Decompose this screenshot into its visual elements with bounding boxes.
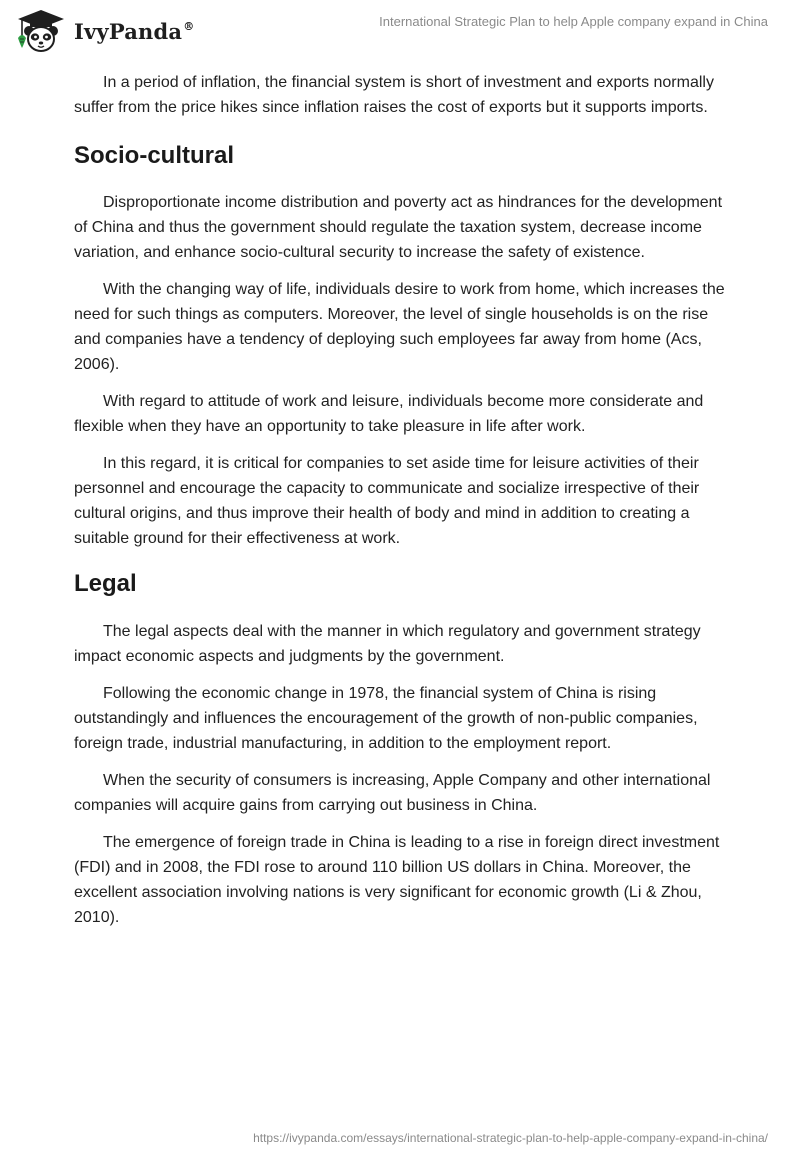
paragraph: With regard to attitude of work and leisure, individuals become more considerate and flexible when they have an opportunity to take pleasure in life after work. bbox=[74, 393, 704, 435]
page-header bbox=[0, 0, 800, 60]
intro-paragraph: In a period of inflation, the financial system is short of investment and exports normally suffer from the price hikes since inflation raises the cost of exports but it supports imports. bbox=[74, 74, 714, 116]
paragraph: The legal aspects deal with the manner in which regulatory and government strategy impact economic aspects and judgments by the government. bbox=[74, 623, 701, 665]
document-title: International Strategic Plan to help Apple company expand in China bbox=[379, 14, 768, 29]
paragraph: In this regard, it is critical for companies to set aside time for leisure activities of their personnel and encourage the capacity to communicate and socialize irrespective of their cultural origins, and thus improve their health of body and mind in addition to creating a suitable ground for their effectiveness at work. bbox=[74, 455, 700, 547]
ivypanda-logo[interactable] bbox=[14, 8, 194, 54]
registered-mark: ® bbox=[183, 19, 195, 33]
paragraph: The emergence of foreign trade in China is leading to a rise in foreign direct investment (FDI) and in 2008, the FDI rose to around 110 billion US dollars in China. Moreover, the excellent association involving nations is very significant for economic growth (Li & Zhou, 2010). bbox=[74, 834, 720, 926]
panda-graduate-icon bbox=[14, 8, 68, 54]
source-url-link[interactable]: https://ivypanda.com/essays/international-strategic-plan-to-help-apple-company-expand-in-china/ bbox=[253, 1131, 768, 1145]
brand-name: IvyPanda® bbox=[74, 18, 195, 44]
paragraph: Disproportionate income distribution and poverty act as hindrances for the development of China and thus the government should regulate the taxation system, decrease income variation, and enhance socio-cultural security to increase the safety of existence. bbox=[74, 194, 723, 261]
section-heading-socio-cultural: Socio-cultural bbox=[74, 142, 235, 169]
paragraph: Following the economic change in 1978, the financial system of China is rising outstandingly and influences the encouragement of the growth of non-public companies, foreign trade, industrial manufacturing, in addition to the employment report. bbox=[74, 685, 698, 752]
essay-content bbox=[74, 70, 734, 942]
paragraph: When the security of consumers is increasing, Apple Company and other international companies will acquire gains from carrying out business in China. bbox=[74, 772, 711, 814]
section-heading-legal: Legal bbox=[74, 570, 137, 597]
paragraph: With the changing way of life, individuals desire to work from home, which increases the need for such things as computers. Moreover, the level of single households is on the rise and companies have a tendency of deploying such employees far away from home (Acs, 2006). bbox=[74, 281, 725, 373]
